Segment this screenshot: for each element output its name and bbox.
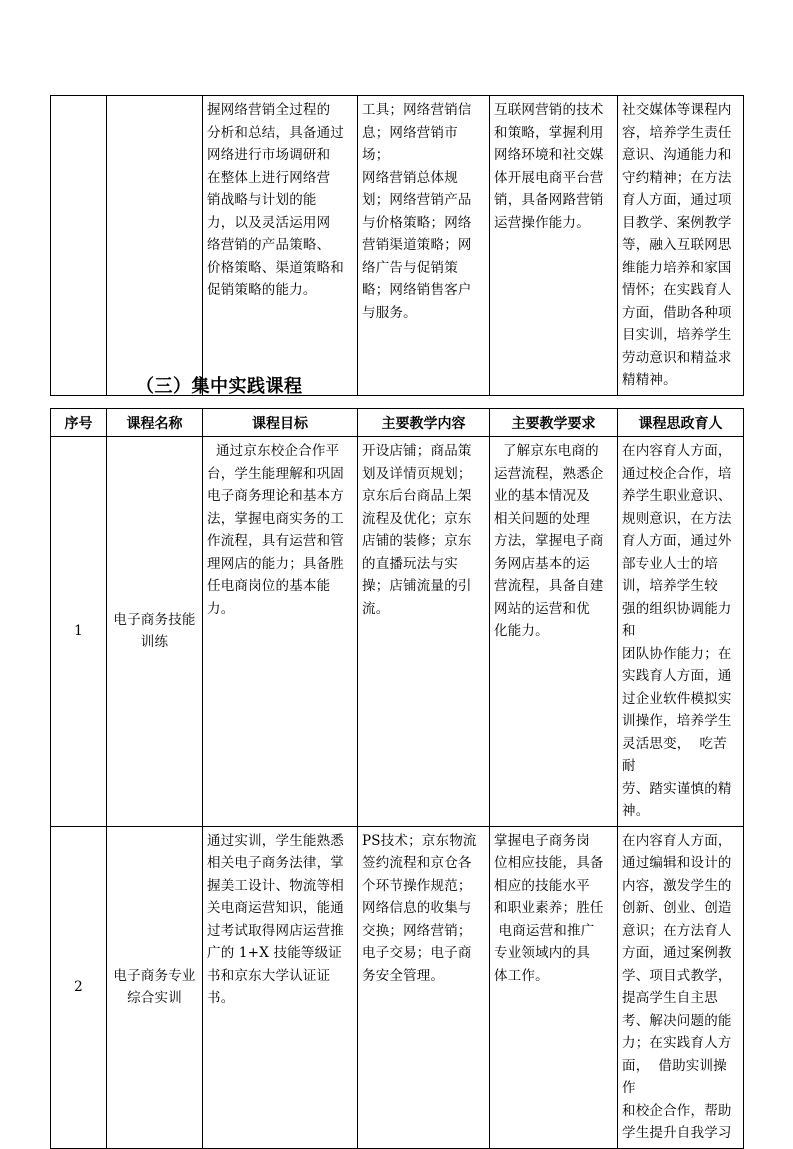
top-cell-name [107,96,203,396]
header-teaching-requirement: 主要教学要求 [490,409,618,437]
row-course-goal: 通过实训，学生能熟悉 相关电子商务法律，掌 握美工设计、物流等相 关电商运营知识，能通 过考试取得网店运营推 广的 1+X 技能等级证 书和京东大学认证证 书。 [203,826,358,1148]
top-cell-ideology: 社交媒体等课程内 容，培养学生责任 意识、沟通能力和 守约精神；在方法 育人方面，通过项 目教学、案例教学 等，融入互联网思 维能力培养和家国 情怀；在实践育人 方面，借助各种项 目实训，培养学生 劳动意识和精益求 精精神。 [618,96,744,396]
section-title: （三）集中实践课程 [136,376,303,397]
header-number: 序号 [51,409,107,437]
row-teaching-requirement: 了解京东电商的 运营流程，熟悉企 业的基本情况及 相关问题的处理 方法，掌握电子商 务网店基本的运 营流程，具备自建 网站的运营和优 化能力。 [490,437,618,827]
top-cell-requirement: 互联网营销的技术 和策略，掌握利用 网络环境和社交媒 体开展电商平台营 销，具备网路营销 运营操作能力。 [490,96,618,396]
header-course-goal: 课程目标 [203,409,358,437]
row-teaching-content: 开设店铺；商品策 划及详情页规划； 京东后台商品上架 流程及优化；京东 店铺的装修；京东 的直播玩法与实 操；店铺流量的引 流。 [358,437,490,827]
top-cell-goal: 握网络营销全过程的 分析和总结，具备通过 网络进行市场调研和 在整体上进行网络营 销战略与计划的能 力，以及灵活运用网 络营销的产品策略、 价格策略、渠道策略和 促销策略的能力。 [203,96,358,396]
row-course-name: 电子商务技能 训练 [107,437,203,827]
row-ideology-education: 在内容育人方面， 通过编辑和设计的 内容，激发学生的 创新、创业、创造 意识；在方法育人 方面，通过案例教 学、项目式教学， 提高学生自主思 考、解决问题的能 力；在实践育人方 面， 借助实训操 作 和校企合作，帮助 学生提升自我学习 [618,826,744,1148]
row-course-name: 电子商务专业 综合实训 [107,826,203,1148]
table-row [51,96,744,396]
row-teaching-content: PS技术；京东物流 签约流程和京仓各 个环节操作规范； 网络信息的收集与 交换；网络营销； 电子交易；电子商 务安全管理。 [358,826,490,1148]
row-course-goal: 通过京东校企合作平 台，学生能理解和巩固 电子商务理论和基本方 法，掌握电商实务的工 作流程，具有运营和管 理网店的能力；具备胜 任电商岗位的基本能 力。 [203,437,358,827]
row-ideology-education: 在内容育人方面， 通过校企合作，培 养学生职业意识、 规则意识，在方法 育人方面，通过外 部专业人士的培 训，培养学生较 强的组织协调能力 和 团队协作能力；在 实践育人方面，通 过企业软件模拟实 训操作，培养学生 灵活思变， 吃苦 耐 劳、踏实谨慎的精 神。 [618,437,744,827]
table-header-row [51,409,744,437]
top-continuation-table [50,95,744,396]
row-teaching-requirement: 掌握电子商务岗 位相应技能，具备 相应的技能水平 和职业素养；胜任 电商运营和推广 专业领域内的具 体工作。 [490,826,618,1148]
top-cell-content: 工具；网络营销信 息；网络营销市场； 网络营销总体规 划；网络营销产品 与价格策略；网络 营销渠道策略；网 络广告与促销策 略；网络销售客户 与服务。 [358,96,490,396]
header-teaching-content: 主要教学内容 [358,409,490,437]
table-row [51,437,744,827]
header-ideology-education: 课程思政育人 [618,409,744,437]
table-row [51,826,744,1148]
practice-course-table [50,408,744,1149]
header-course-name: 课程名称 [107,409,203,437]
row-number: 1 [51,437,107,827]
row-number: 2 [51,826,107,1148]
top-cell-number [51,96,107,396]
